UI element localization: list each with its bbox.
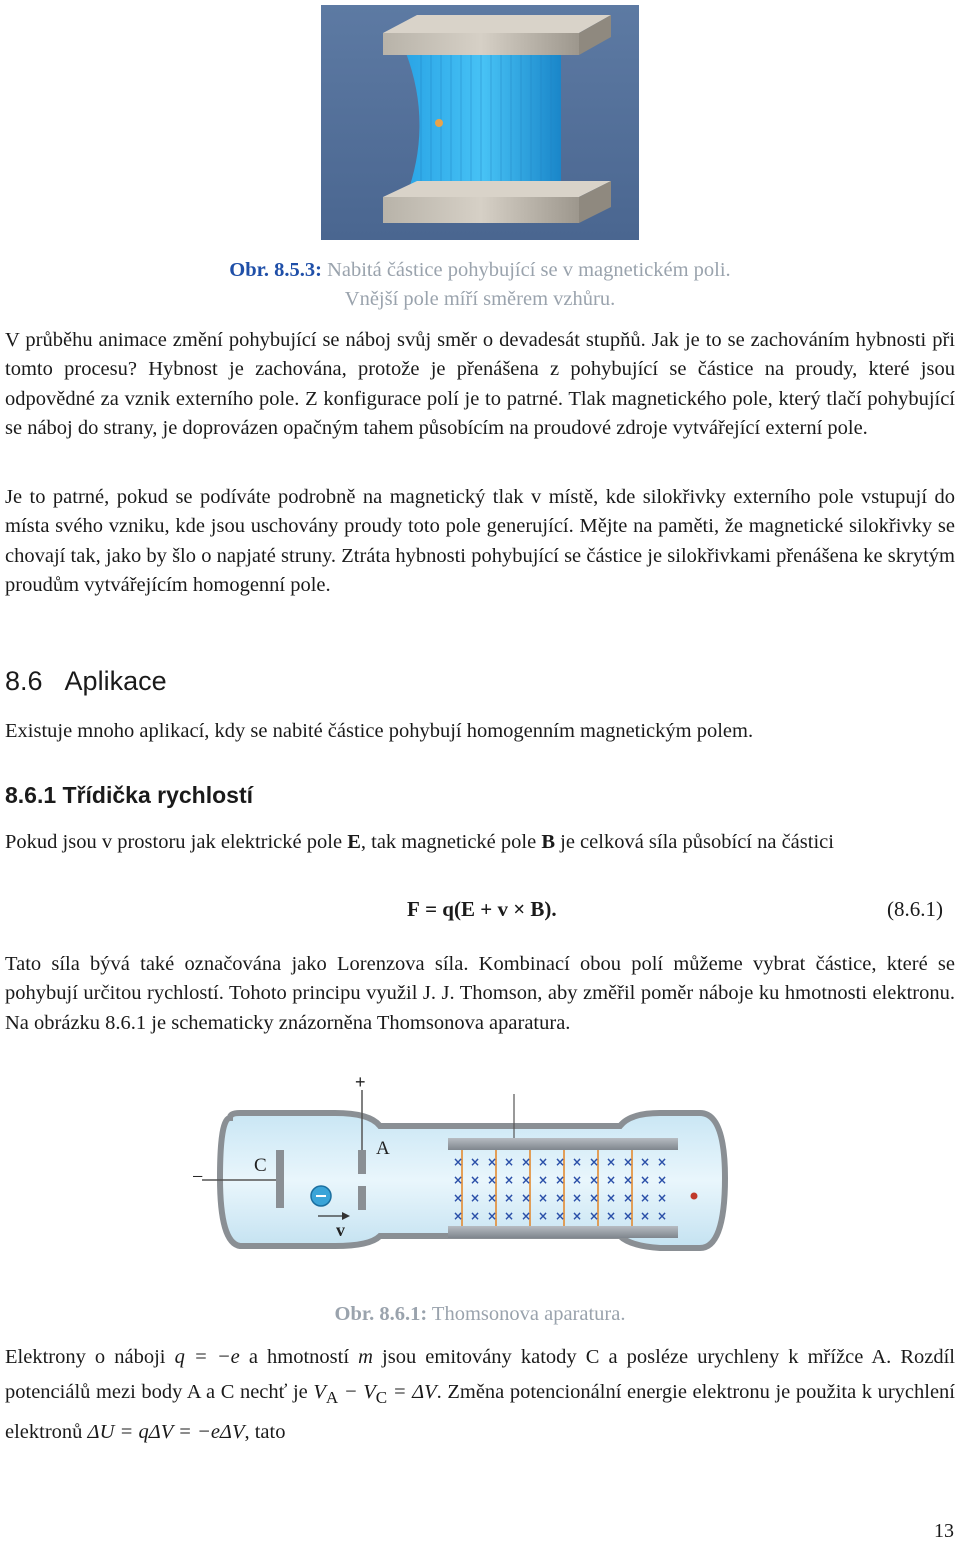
- text-fragment: . Změna potencionální energie elektronu je použita k urychlení elektronů: [5, 1381, 955, 1444]
- math-m: m: [358, 1346, 373, 1368]
- symbol-B: B: [541, 831, 556, 853]
- math-minus-VC: − V: [338, 1381, 376, 1403]
- label-A: A: [376, 1138, 390, 1159]
- svg-text:×: ×: [623, 1209, 634, 1223]
- figure2-caption-label: Obr. 8.6.1:: [334, 1303, 428, 1325]
- section-title: Aplikace: [64, 666, 167, 696]
- figure1-caption-line1: Nabitá částice pohybující se v magnetickém poli.: [321, 259, 731, 281]
- svg-text:×: ×: [657, 1191, 668, 1205]
- equation-lhs: F: [407, 897, 420, 921]
- label-C: C: [254, 1155, 267, 1176]
- math-dU: ΔU = qΔV = −eΔV: [87, 1421, 245, 1444]
- math-sub-C: C: [375, 1388, 388, 1408]
- text-fragment: je celková síla působící na částici: [555, 831, 834, 853]
- paragraph-momentum: V průběhu animace změní pohybující se náboj svůj směr o devadesát stupňů. Jak je to se zachováním hybnosti při tomto procesu? Hybnost je zachována, protože je přenášena z pohybující se částice na proudy, které jsou odpovědné za vznik externího pole. Z konfigurace polí je to patrné. Tlak magnetického pole, který tlačí pohybující se náboj do strany, je doprovázen opačným tahem působícím na proudové zdroje vytvářející externí pole.: [5, 329, 955, 439]
- svg-text:×: ×: [453, 1191, 464, 1205]
- text-fragment: a hmotností: [239, 1346, 359, 1368]
- svg-text:×: ×: [470, 1173, 481, 1187]
- svg-text:×: ×: [657, 1155, 668, 1169]
- svg-text:×: ×: [640, 1191, 651, 1205]
- field-render-svg: [321, 5, 639, 240]
- figure1-caption-label: Obr. 8.5.3:: [229, 259, 322, 281]
- label-v: v: [336, 1220, 345, 1240]
- svg-text:×: ×: [504, 1173, 515, 1187]
- svg-text:×: ×: [572, 1173, 583, 1187]
- svg-text:×: ×: [640, 1173, 651, 1187]
- svg-text:×: ×: [521, 1209, 532, 1223]
- paragraph-fields: [5, 828, 955, 857]
- math-sub-A: A: [325, 1388, 339, 1408]
- svg-text:×: ×: [504, 1191, 515, 1205]
- math-eq-dV: = ΔV: [387, 1381, 437, 1403]
- text-fragment: Pokud jsou v prostoru jak elektrické pole: [5, 831, 348, 853]
- svg-text:×: ×: [572, 1155, 583, 1169]
- paragraph-electrons: [5, 1340, 955, 1450]
- figure1-caption: [0, 256, 960, 314]
- svg-text:×: ×: [487, 1155, 498, 1169]
- svg-text:×: ×: [538, 1209, 549, 1223]
- svg-text:×: ×: [606, 1155, 617, 1169]
- equation-lorentz: [407, 897, 557, 922]
- symbol-E: E: [347, 831, 361, 853]
- svg-text:×: ×: [521, 1173, 532, 1187]
- text-fragment: jsou emitovány katody C a posléze urychleny k mřížce A. Rozdíl potenciálů mezi body A a C nechť je: [5, 1346, 955, 1403]
- svg-text:×: ×: [555, 1173, 566, 1187]
- svg-text:×: ×: [555, 1209, 566, 1223]
- svg-text:×: ×: [589, 1209, 600, 1223]
- svg-text:×: ×: [623, 1155, 634, 1169]
- svg-text:×: ×: [487, 1191, 498, 1205]
- svg-text:×: ×: [470, 1191, 481, 1205]
- svg-text:×: ×: [623, 1191, 634, 1205]
- figure-magnetic-field-render: [321, 5, 639, 240]
- label-minus: −: [192, 1166, 204, 1188]
- text-fragment: Elektrony o náboji: [5, 1346, 175, 1368]
- figure2-caption: [0, 1300, 960, 1329]
- svg-text:×: ×: [606, 1173, 617, 1187]
- svg-text:×: ×: [589, 1155, 600, 1169]
- svg-text:×: ×: [555, 1191, 566, 1205]
- paragraph-pressure: Je to patrné, pokud se podíváte podrobně na magnetický tlak v místě, kde silokřivky externího pole vstupují do místa svého vzniku, kde jsou uschovány proudy toto pole generující. Mějte na paměti, že magnetické silokřivky se chovají tak, jako by šlo o napjaté struny. Ztráta hybnosti pohybující se částice je silokřivkami přenášena ke skrytým proudům vytvářejícím homogenní pole.: [5, 486, 955, 596]
- svg-text:×: ×: [606, 1191, 617, 1205]
- thomson-apparatus-svg: [180, 1068, 740, 1293]
- subsection-heading: 8.6.1 Třídička rychlostí: [5, 782, 254, 808]
- svg-text:×: ×: [521, 1191, 532, 1205]
- figure-thomson-apparatus: [180, 1068, 740, 1293]
- svg-text:×: ×: [555, 1155, 566, 1169]
- svg-text:×: ×: [453, 1173, 464, 1187]
- page-number: 13: [934, 1520, 954, 1542]
- svg-text:×: ×: [453, 1155, 464, 1169]
- svg-text:×: ×: [657, 1173, 668, 1187]
- math-VA: V: [313, 1381, 326, 1403]
- svg-text:×: ×: [521, 1155, 532, 1169]
- svg-text:×: ×: [606, 1209, 617, 1223]
- equation-rhs: = q(E + v × B).: [425, 897, 557, 921]
- svg-text:×: ×: [640, 1155, 651, 1169]
- svg-text:×: ×: [470, 1155, 481, 1169]
- svg-text:×: ×: [572, 1191, 583, 1205]
- svg-text:×: ×: [538, 1155, 549, 1169]
- svg-text:×: ×: [470, 1209, 481, 1223]
- svg-text:×: ×: [589, 1191, 600, 1205]
- svg-text:×: ×: [572, 1209, 583, 1223]
- equation-number: (8.6.1): [887, 897, 943, 921]
- svg-text:×: ×: [487, 1173, 498, 1187]
- svg-text:×: ×: [538, 1173, 549, 1187]
- svg-text:×: ×: [504, 1209, 515, 1223]
- svg-text:×: ×: [640, 1209, 651, 1223]
- math-q-eq: q = −e: [174, 1346, 240, 1368]
- svg-text:×: ×: [453, 1209, 464, 1223]
- paragraph-lorentz: Tato síla bývá také označována jako Lorenzova síla. Kombinací obou polí můžeme vybrat částice, které se pohybují určitou rychlostí. Tohoto principu využil J. J. Thomson, aby změřil poměr náboje ku hmotnosti elektronu. Na obrázku 8.6.1 je schematicky znázorněna Thomsonova aparatura.: [5, 953, 955, 1034]
- figure1-caption-line2: Vnější pole míří směrem vzhůru.: [344, 288, 616, 310]
- paragraph-applications: Existuje mnoho aplikací, kdy se nabité částice pohybují homogenním magnetickým polem.: [5, 720, 754, 742]
- svg-text:×: ×: [504, 1155, 515, 1169]
- section-heading: [5, 666, 167, 697]
- svg-text:×: ×: [657, 1209, 668, 1223]
- section-number: 8.6: [5, 666, 43, 696]
- svg-text:×: ×: [589, 1173, 600, 1187]
- svg-text:×: ×: [623, 1173, 634, 1187]
- text-fragment: , tak magnetické pole: [360, 831, 542, 853]
- svg-text:×: ×: [538, 1191, 549, 1205]
- svg-text:×: ×: [487, 1209, 498, 1223]
- figure2-caption-text: Thomsonova aparatura.: [427, 1303, 626, 1325]
- text-fragment: , tato: [244, 1421, 286, 1444]
- label-plus: +: [355, 1072, 366, 1092]
